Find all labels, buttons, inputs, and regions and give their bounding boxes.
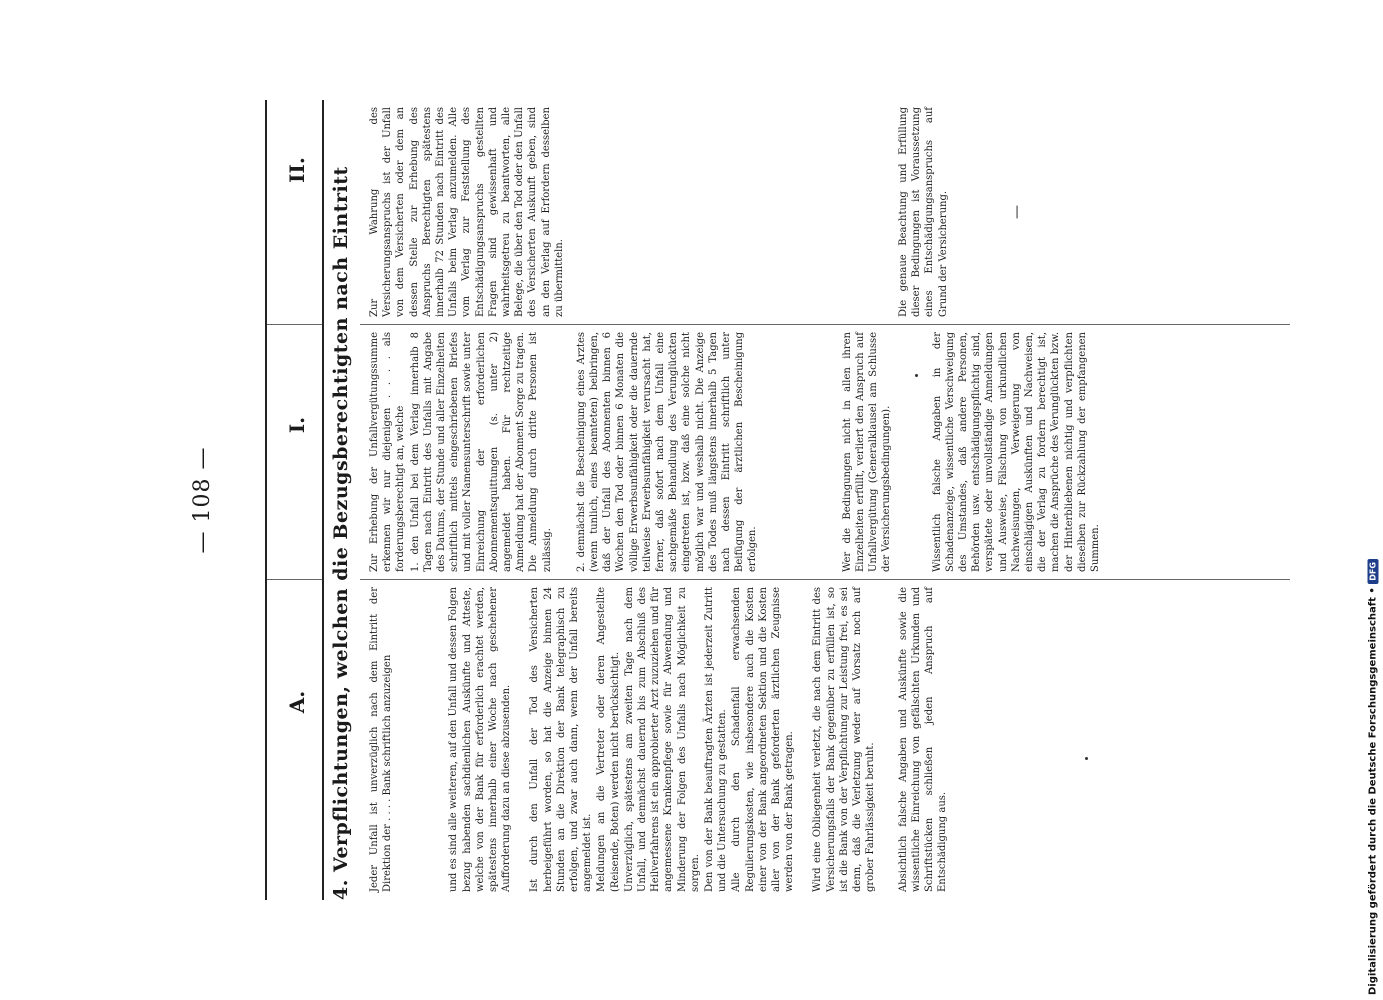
- col-i-p2: 1. den Unfall bei dem Verlag innerhalb 8 Tagen nach Eintritt des Unfalls mit Angabe des Datums, der Stunde und aller Einzelheiten schriftlich mittels eingeschriebenen Briefes und mit voller Namensunterschrift sowie unter Einreichung der erforderlichen Abonnementsquittungen (s. unter 2) angemeldet haben. Für rechtzeitige Anmeldung hat der Abonnent Sorge zu tragen. Die Anmeldung durch dritte Personen ist zulässig.: [409, 332, 553, 572]
- col-ii-dash: —: [1008, 205, 1025, 219]
- col-a-p3: Ist durch den Unfall der Tod des Versicherten herbeigeführt worden, so hat die Anzeige binnen 24 Stunden an die Direktion der Bank telegraphisch zu erfolgen, und zwar auch dann, wenn der Unfall bereits angemeldet ist.: [529, 587, 594, 892]
- col-a-p1: Jeder Unfall ist unverzüglich nach dem Eintritt der Direktion der . . . . Bank schriftlich anzuzeigen: [369, 587, 394, 892]
- col-ii-p2: Die genaue Beachtung und Erfüllung dieser Bedingungen ist Voraussetzung eines Entschädigungsanspruchs auf Grund der Versicherung.: [898, 107, 949, 317]
- column-i-text: [368, 332, 1103, 572]
- col-a-p8: Wird eine Obliegenheit verletzt, die nach dem Eintritt des Versicherungsfalls der Bank gegenüber zu erfüllen ist, so ist die Bank von der Verpflichtung zur Leistung frei, es sei denn, daß die Verletzung weder auf Vorsatz noch auf grober Fahrlässigkeit beruht.: [812, 587, 877, 892]
- table-top-rule: [265, 100, 267, 900]
- column-header-ii: II.: [285, 157, 309, 183]
- column-header-a: A.: [285, 690, 309, 714]
- column-header-i: I.: [285, 416, 309, 434]
- table-header-rule: [322, 100, 324, 900]
- dfg-credit-text: Digitalisierung gefördert durch die Deutsche Forschungsgemeinschaft •: [1367, 587, 1379, 995]
- dfg-logo: DFG: [1368, 559, 1379, 584]
- dfg-credit-strip: [1365, 10, 1381, 1000]
- col-a-p7: Alle durch den Schadenfall erwachsenden Regulierungskosten, wie insbesondere auch die Kosten einer von der Bank angeordneten Sektion und die Kosten aller von der Bank geforderten ärztlichen Zeugnisse werden von der Bank getragen.: [731, 587, 796, 892]
- col-ii-p1: Zur Wahrung des Versicherungsanspruchs ist der Unfall von dem Versicherten oder dem an dessen Stelle zur Erhebung des Anspruchs Berechtigten spätestens innerhalb 72 Stunden nach Eintritt des Unfalls beim Verlag anzumelden. Alle vom Verlag zur Feststellung des Entschädigungsanspruchs gestellten Fragen sind gewissenhaft und wahrheitsgetreu zu beantworten, alle Belege, die über den Tod oder den Unfall des Versicherten Auskunft geben, sind an den Verlag auf Erfordern desselben zu übermitteln.: [369, 107, 565, 317]
- column-divider-2: [360, 324, 1290, 325]
- column-divider-header-1: [267, 579, 322, 580]
- col-i-p3: 2. demnächst die Bescheinigung eines Arztes (wenn tunlich, eines beamteten) beibringen, daß der Unfall des Abonnenten binnen 6 Wochen den Tod oder binnen 6 Monaten die völlige Erwerbsunfähigkeit oder die dauernde teilweise Erwerbsunfähigkeit verursacht hat, ferner, daß sofort nach dem Unfall eine sachgemäße Behandlung des Verunglückten eingetreten ist, bzw. daß eine solche nicht möglich war und weshalb nicht. Die Anzeige des Todes muß längstens innerhalb 5 Tagen nach dessen Eintritt schriftlich unter Beifügung der ärztlichen Bescheinigung erfolgen.: [575, 332, 759, 572]
- col-a-p4: Meldungen an die Vertreter oder deren Angestellte (Reisende, Boten) werden nicht berücksichtigt.: [596, 587, 621, 892]
- column-divider-1: [360, 579, 1290, 580]
- page-number: — 108 —: [190, 446, 215, 554]
- scan-speck: [1085, 757, 1088, 760]
- section-title: 4. Verpflichtungen, welchen die Bezugsberechtigten nach Eintritt: [330, 166, 352, 900]
- rotated-document-page: [150, 100, 1300, 900]
- col-a-p2: und es sind alle weiteren, auf den Unfall und dessen Folgen bezug habenden sachdienlichen Auskünfte und Atteste, welche von der Bank für erforderlich erachtet werden, spätestens innerhalb einer Woche nach geschehener Aufforderung dazu an diese abzusenden.: [448, 587, 513, 892]
- col-i-p5: Wissentlich falsche Angaben in der Schadenanzeige, wissentliche Verschweigung des Umstandes, daß andere Personen, Behörden usw. entschädigungspflichtig sind, verspätete oder unvollständige Anmeldungen und Ausweise, Fälschung von urkundlichen Nachweisungen, Verweigerung von einschlägigen Auskünften und Nachweisen, die der Verlag zu fordern berechtigt ist, machen die Ansprüche des Verunglückten bzw. der Hinterbliebenen nichtig und verpflichten dieselben zur Rückzahlung der empfangenen Summen.: [931, 332, 1101, 572]
- col-i-p1: Zur Erhebung der Unfallvergütungssumme erkennen wir nur diejenigen . . . . als forderungsberechtigt an, welche: [369, 332, 407, 572]
- column-divider-header-2: [267, 324, 322, 325]
- col-a-p9: Absichtlich falsche Angaben und Auskünfte sowie die wissentliche Einreichung von gefälschten Urkunden und Schriftstücken schließen jeden Anspruch auf Entschädigung aus.: [897, 587, 949, 892]
- scan-speck: [915, 374, 918, 377]
- column-a-text: [368, 587, 950, 892]
- column-ii-text: [368, 107, 1025, 317]
- col-i-p4: Wer die Bedingungen nicht in allen ihren Einzelheiten erfüllt, verliert den Anspruch auf Unfallvergütung (Generalklausel am Schlusse der Versicherungsbedingungen).: [841, 332, 893, 572]
- col-a-p6: Den von der Bank beauftragten Ärzten ist jederzeit Zutritt und die Untersuchung zu gestatten.: [704, 587, 729, 892]
- col-a-p5: Unverzüglich, spätestens am zweiten Tage nach dem Unfall, und demnächst dauernd bis zum Abschluß des Heilverfahrens ist ein approbierter Arzt zuzuziehen und für angemessene Krankenpflege sowie für Abwendung und Minderung der Folgen des Unfalls nach Möglichkeit zu sorgen.: [623, 587, 701, 892]
